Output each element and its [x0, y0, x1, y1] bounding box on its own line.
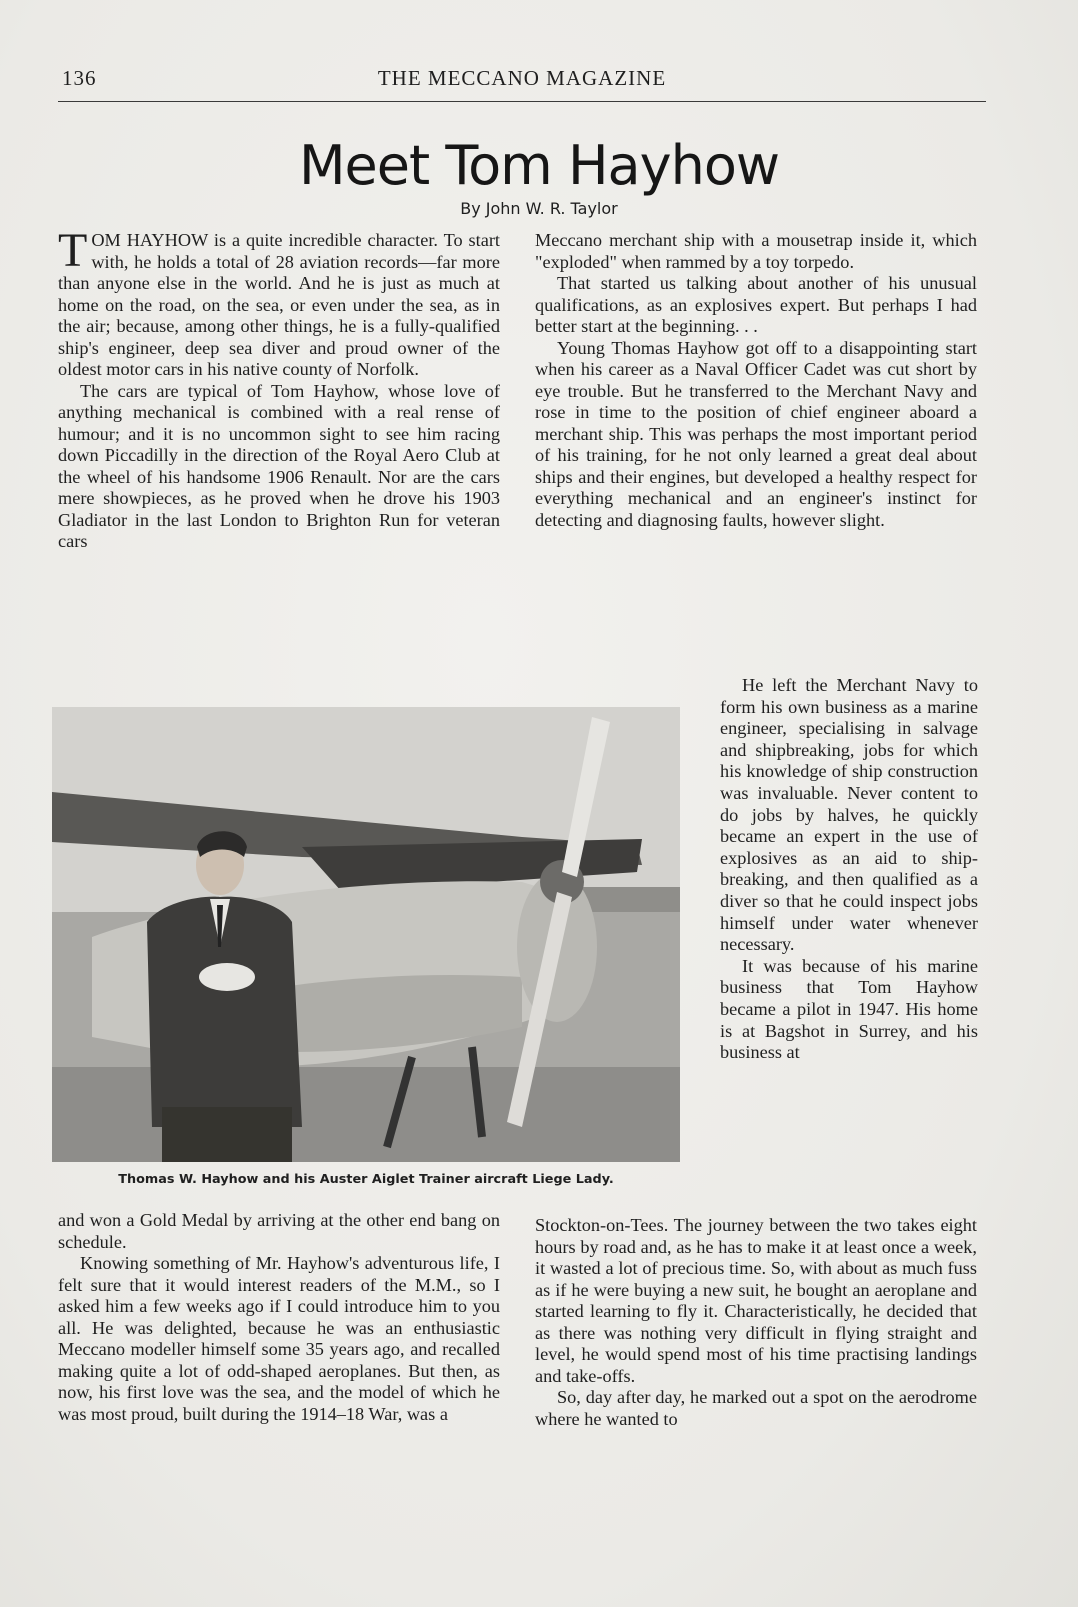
- article-title: Meet Tom Hayhow: [298, 134, 780, 197]
- paragraph: Meccano merchant ship with a mousetrap inside it, which "exploded" when rammed by a toy torpedo.: [535, 230, 977, 272]
- paragraph: So, day after day, he marked out a spot on the aerodrome where he wanted to: [535, 1387, 977, 1429]
- magazine-title: THE MECCANO MAGAZINE: [377, 66, 667, 90]
- photo-caption: Thomas W. Hayhow and his Auster Aiglet Trainer aircraft Liege Lady.: [118, 1172, 614, 1187]
- column-left-bottom: [58, 1210, 500, 1495]
- header-rule: [58, 101, 986, 102]
- page-header: [62, 66, 982, 96]
- article-byline: By John W. R. Taylor: [460, 199, 618, 218]
- paragraph-intro-text: OM HAYHOW is a quite incredible character. To start with, he holds a total of 28 aviation records—far more than anyone else in the world. And he is just as much at home on the road, on the sea, or even under the sea, as in the air; because, among other things, he is a fully-qualified ship's engineer, deep sea diver and proud owner of the oldest motor cars in his native county of Norfolk.: [58, 230, 500, 379]
- column-left-top: [58, 224, 500, 670]
- drop-cap: T: [58, 224, 88, 277]
- column-right-top: [535, 230, 977, 670]
- paragraph-intro: [58, 224, 500, 381]
- photo-illustration: [52, 707, 680, 1162]
- paragraph: and won a Gold Medal by arriving at the other end bang on schedule.: [58, 1210, 500, 1252]
- column-right-bottom: [535, 1215, 977, 1495]
- paragraph: He left the Merchant Navy to form his own business as a marine engineer, specialising in salvage and shipbreaking, jobs for which his knowledge of ship construction was invaluable. Never content to do jobs by halves, he quickly became an expert in the use of explosives as an aid to ship-breaking, and then qualified as a diver so that he could inspect jobs himself under water whenever necessary.: [720, 675, 978, 955]
- paragraph: It was because of his marine business that Tom Hayhow became a pilot in 1947. His home is at Bagshot in Surrey, and his business at: [720, 955, 978, 1063]
- paragraph: Stockton-on-Tees. The journey between the two takes eight hours by road and, as he has to make it at least once a week, it wasted a lot of precious time. So, with about as much fuss as if he were buying a new suit, he bought an aeroplane and started learning to fly it. Characteristically, he decided that as there was nothing very difficult in flying straight and level, he would spend most of his time practising landings and take-offs.: [535, 1215, 977, 1386]
- paragraph: Knowing something of Mr. Hayhow's adventurous life, I felt sure that it would interest readers of the M.M., so I asked him a few weeks ago if I could introduce him to you all. He was delighted, because he was an enthusiastic Meccano modeller himself some 35 years ago, and recalled making quite a lot of odd-shaped aeroplanes. But then, as now, his first love was the sea, and the model of which he was most proud, built during the 1914–18 War, was a: [58, 1253, 500, 1424]
- column-right-middle: [720, 675, 978, 1213]
- page-number: 136: [62, 66, 97, 90]
- paragraph: Young Thomas Hayhow got off to a disappointing start when his career as a Naval Officer Cadet was cut short by eye trouble. But he transferred to the Merchant Navy and rose in time to the position of chief engineer aboard a merchant ship. This was perhaps the most important period of his training, for he not only learned a great deal about ships and their engines, but developed a healthy respect for everything mechanical and an engineer's instinct for detecting and diagnosing faults, however slight.: [535, 337, 977, 530]
- paragraph: The cars are typical of Tom Hayhow, whose love of anything mechanical is combined with a real rense of humour; and it is no uncommon sight to see him racing down Piccadilly in the direction of the Royal Aero Club at the wheel of his handsome 1906 Renault. Nor are the cars mere showpieces, as he proved when he drove his 1903 Gladiator in the last London to Brighton Run for veteran cars: [58, 380, 500, 551]
- aircraft-photo: [52, 707, 680, 1162]
- paragraph: That started us talking about another of his unusual qualifications, as an explosives expert. But perhaps I had better start at the beginning. . .: [535, 273, 977, 336]
